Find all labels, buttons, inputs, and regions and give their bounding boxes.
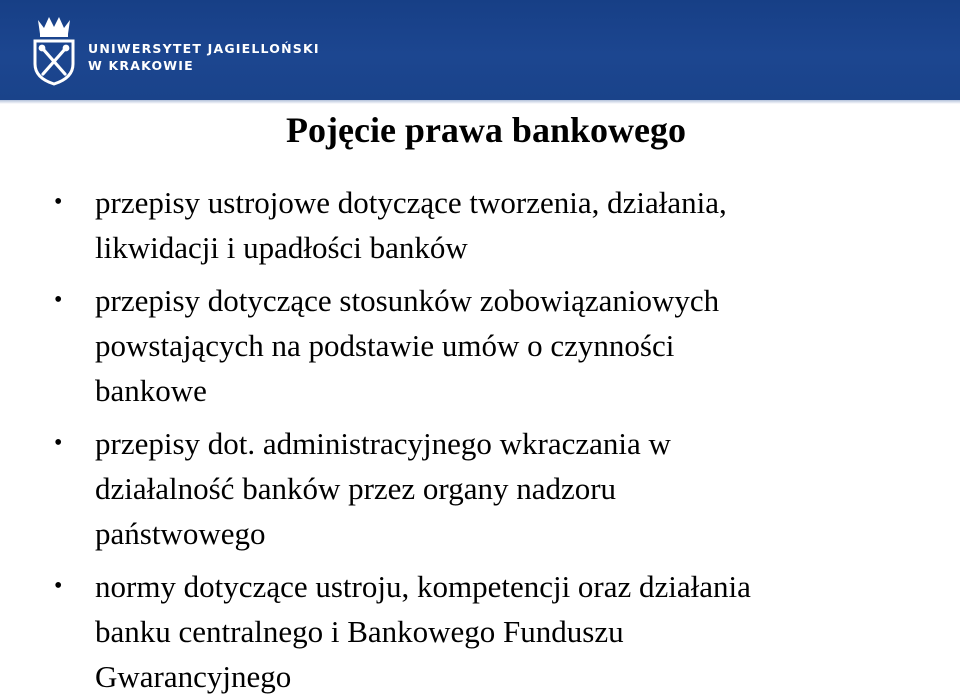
bullet-marker: • [54,430,63,456]
university-crest-icon [30,14,78,86]
bullet-2-line-2: powstających na podstawie umów o czynności [95,328,675,363]
bullet-3-line-3: państwowego [95,516,266,551]
bullet-3-line-2: działalność banków przez organy nadzoru [95,471,617,506]
bullet-item-4 [54,564,934,696]
bullet-marker: • [54,189,63,215]
bullet-3-line-1: przepisy dot. administracyjnego wkraczania w [95,426,671,461]
bullet-list [54,180,934,696]
logo-line-1: UNIWERSYTET JAGIELLOŃSKI [88,41,320,56]
bullet-item-2 [54,278,934,413]
slide-title: Pojęcie prawa bankowego [286,110,686,150]
bullet-1-line-1: przepisy ustrojowe dotyczące tworzenia, działania, [95,185,727,220]
bullet-2-line-1: przepisy dotyczące stosunków zobowiązaniowych [95,283,720,318]
header-band [0,0,960,100]
bullet-1-line-2: likwidacji i upadłości banków [95,230,468,265]
bullet-marker: • [54,287,63,313]
bullet-item-1 [54,180,934,270]
bullet-item-3 [54,421,934,556]
bullet-2-line-3: bankowe [95,373,207,408]
bullet-4-line-3: Gwarancyjnego [95,659,292,694]
bullet-marker: • [54,573,63,599]
bullet-4-line-1: normy dotyczące ustroju, kompetencji oraz działania [95,569,751,604]
logo-line-2: W KRAKOWIE [88,58,194,73]
bullet-4-line-2: banku centralnego i Bankowego Funduszu [95,614,624,649]
logo-wordmark [88,40,320,74]
